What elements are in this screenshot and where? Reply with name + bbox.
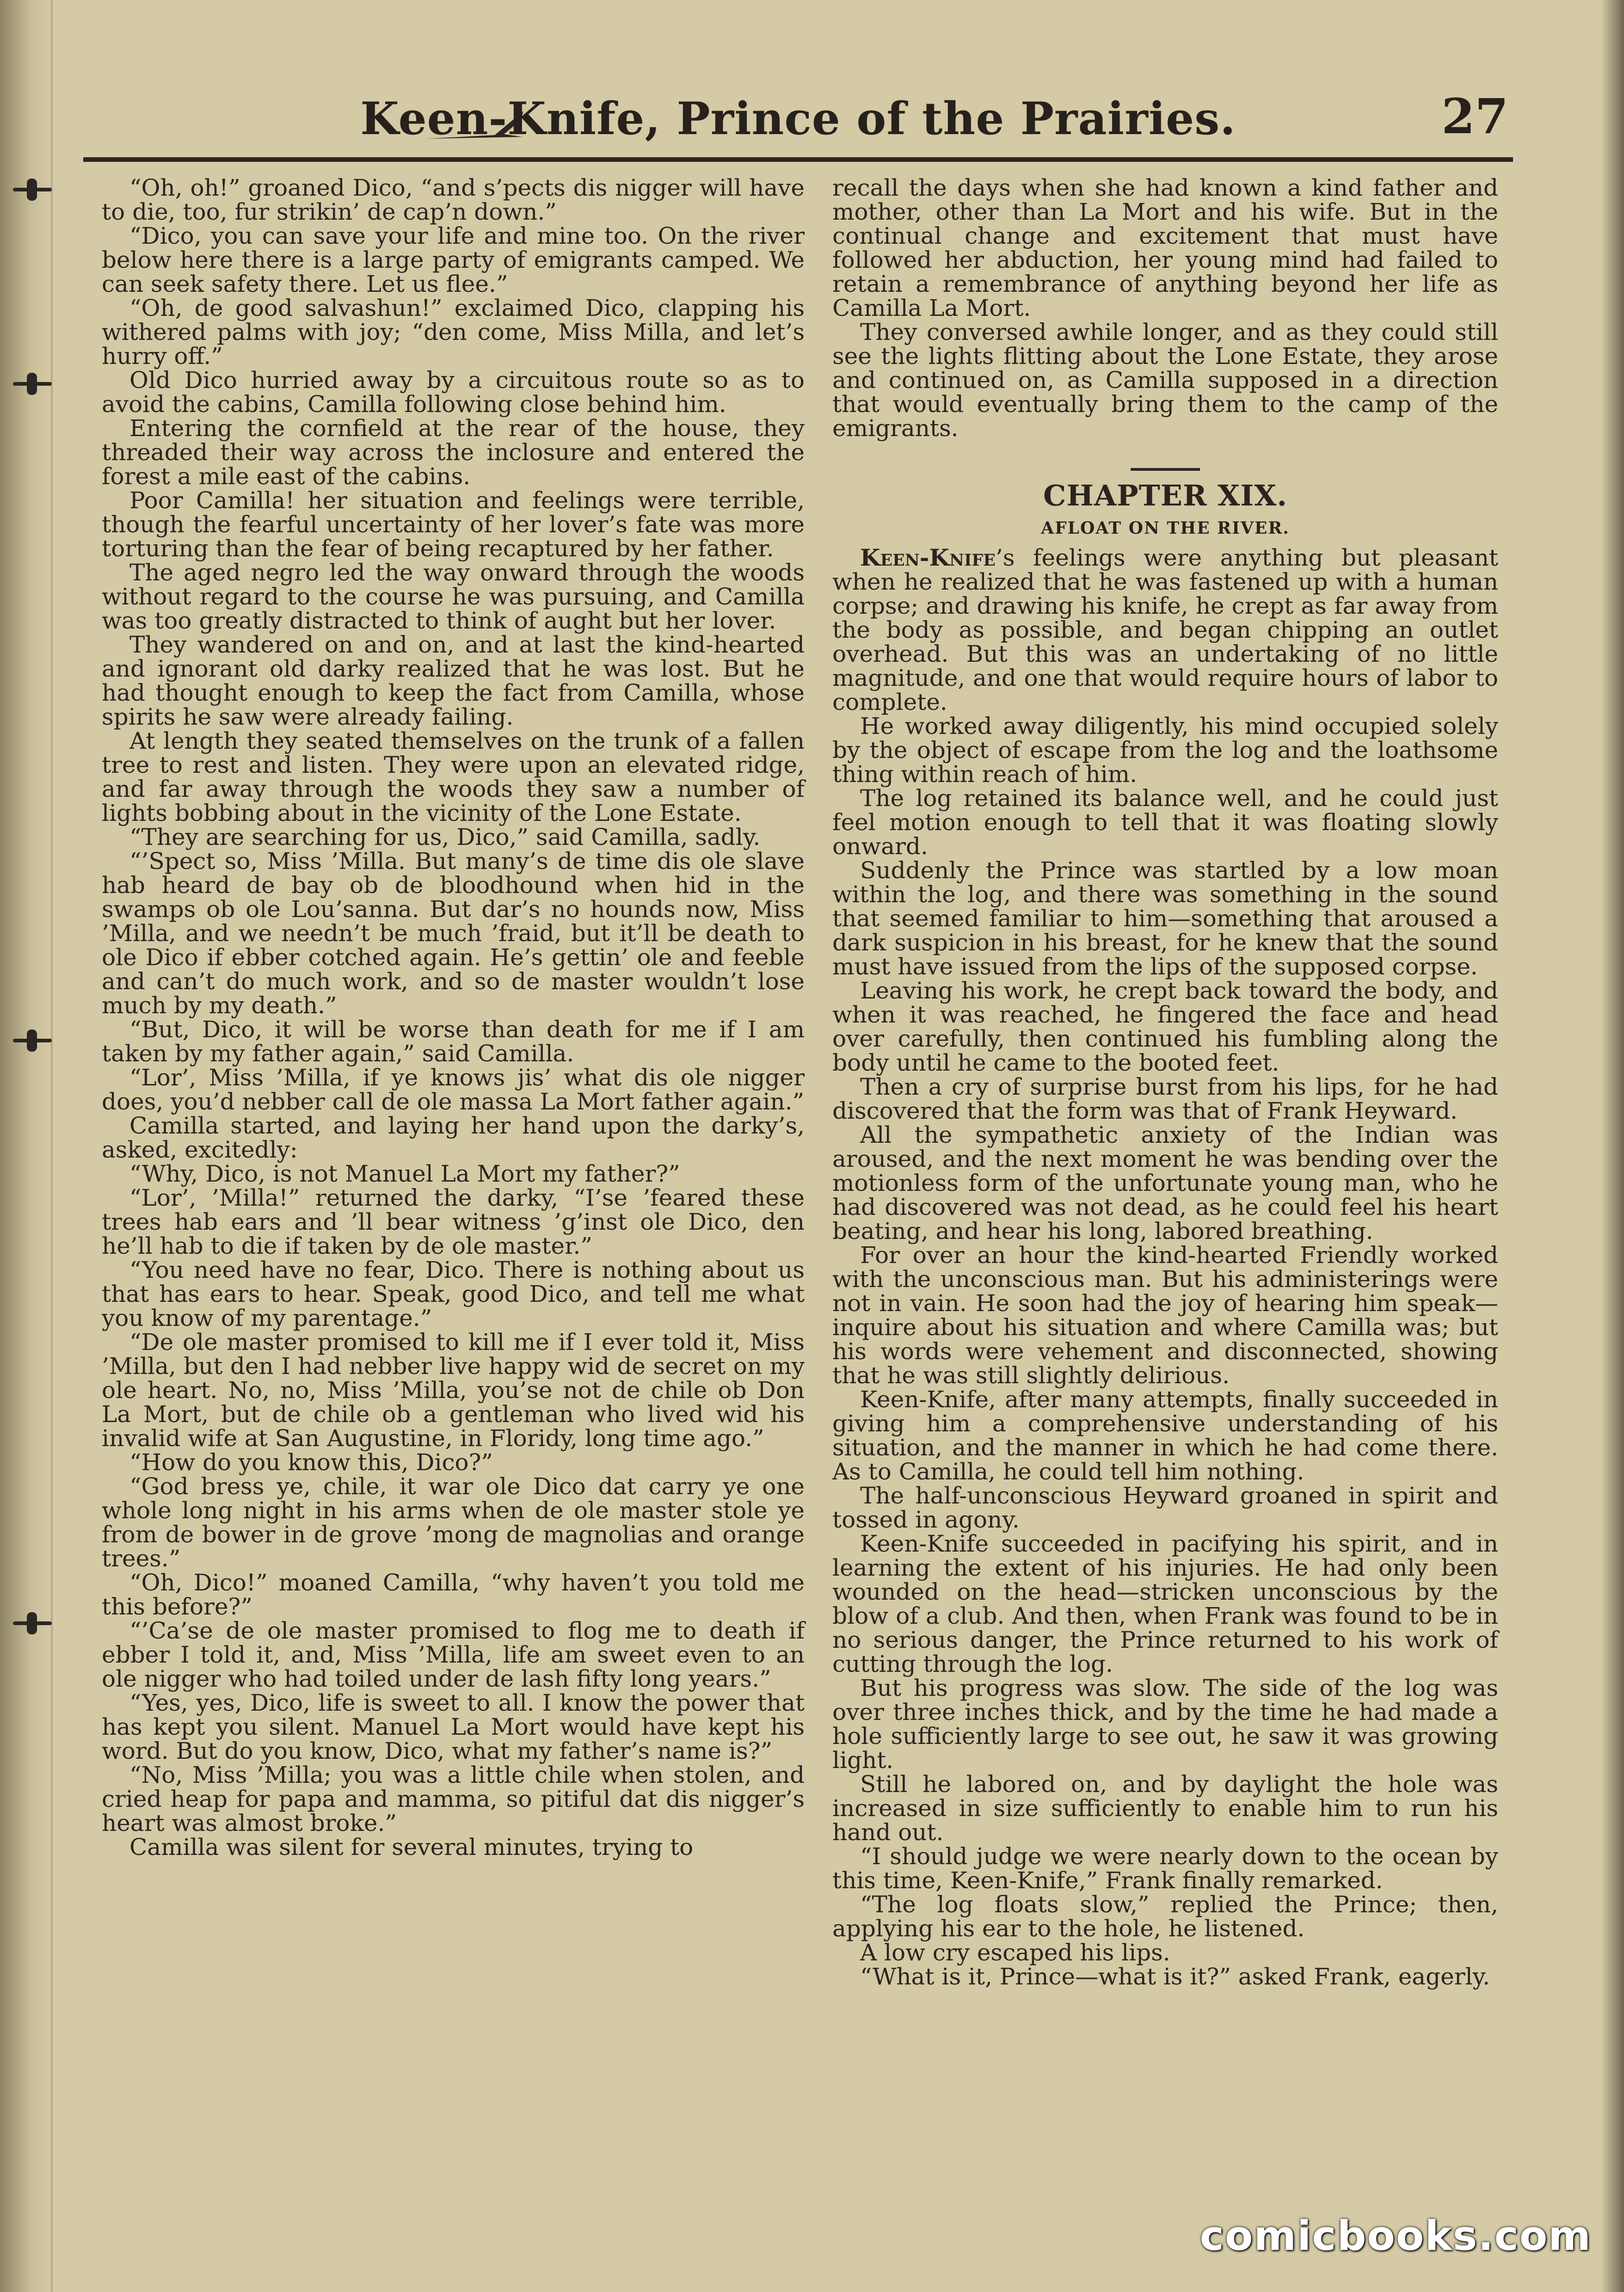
source-watermark: comicbooks.com [1200, 2212, 1592, 2260]
section-divider [1131, 468, 1200, 471]
binding-stitch [13, 1036, 52, 1045]
page-number: 27 [1441, 88, 1508, 145]
paragraph: At length they seated themselves on the trunk of a fallen tree to rest and listen. They were upon an elevated ridge, and far away through the woods they saw a number of lights bobbing about in the vicinity of the Lone Estate. [102, 727, 805, 826]
paragraph: “The log floats slow,” replied the Prince; then, applying his ear to the hole, he listened. [832, 1891, 1498, 1942]
paragraph: “Yes, yes, Dico, life is sweet to all. I know the power that has kept you silent. Manuel La Mort would have kept his word. But do you know, Dico, what my father’s name is?” [102, 1689, 805, 1764]
paragraph: For over an hour the kind-hearted Friendly worked with the unconscious man. But his administerings were not in vain. He soon had the joy of hearing him speak—inquire about his situation and where Camilla was; but his words were vehement and disconnected, showing that he was still slightly delirious. [832, 1242, 1498, 1389]
paragraph: The aged negro led the way onward through the woods without regard to the course he was pursuing, and Camilla was too greatly distracted to think of aught but her lover. [102, 559, 805, 634]
paragraph [832, 546, 1498, 714]
paragraph: Camilla was silent for several minutes, trying to [129, 1834, 694, 1861]
paragraph: “They are searching for us, Dico,” said Camilla, sadly. [129, 824, 761, 850]
paragraph: Leaving his work, he crept back toward the body, and when it was reached, he fingered the face and head over carefully, then continued his fumbling along the body until he came to the booted feet. [832, 977, 1498, 1076]
binding-stitch [13, 379, 52, 388]
paragraph: They wandered on and on, and at last the kind-hearted and ignorant old darky realized that he was lost. But he had thought enough to keep the fact from Camilla, whose spirits he saw were already failing. [102, 631, 805, 730]
paragraph: “Oh, Dico!” moaned Camilla, “why haven’t you told me this before?” [102, 1569, 805, 1620]
paragraph: All the sympathetic anxiety of the Indian was aroused, and the next moment he was bending over the motionless form of the unfortunate young man, who he had discovered was not dead, as he could feel his heart beating, and hear his long, labored breathing. [832, 1121, 1498, 1245]
paragraph: “’Ca’se de ole master promised to flog me to death if ebber I told it, and, Miss ’Milla, life am sweet even to an ole nigger who had toiled under de lash fifty long years.” [102, 1617, 805, 1692]
paragraph: “God bress ye, chile, it war ole Dico dat carry ye one whole long night in his arms when de ole master stole ye from de bower in de grove ’mong de magnolias and orange trees.” [102, 1473, 805, 1572]
paragraph: But his progress was slow. The side of the log was over three inches thick, and by the time he had made a hole sufficiently large to see out, he saw it was growing light. [832, 1675, 1498, 1774]
paragraph: Still he labored on, and by daylight the hole was increased in size sufficiently to enable him to run his hand out. [832, 1771, 1498, 1846]
paragraph: “Lor’, Miss ’Milla, if ye knows jis’ what dis ole nigger does, you’d nebber call de ole massa La Mort father again.” [102, 1064, 805, 1115]
paragraph: Entering the cornfield at the rear of the house, they threaded their way across the inclosure and entered the forest a mile east of the cabins. [102, 415, 805, 490]
paragraph: He worked away diligently, his mind occupied solely by the object of escape from the log and the loathsome thing within reach of him. [832, 713, 1498, 788]
page-edge-shadow [1601, 0, 1624, 2292]
binding-stitch [13, 185, 52, 194]
paragraph: A low cry escaped his lips. [860, 1939, 1170, 1966]
paragraph: “No, Miss ’Milla; you was a little chile when stolen, and cried heap for papa and mamma, so pitiful dat dis nigger’s heart was almost broke.” [102, 1762, 805, 1836]
chapter-subtitle: AFLOAT ON THE RIVER. [1041, 518, 1290, 538]
paragraph: “Why, Dico, is not Manuel La Mort my father?” [129, 1160, 680, 1187]
binding-gutter [0, 0, 53, 2292]
paragraph: “But, Dico, it will be worse than death for me if I am taken by my father again,” said Camilla. [102, 1016, 805, 1067]
paragraph: “What is it, Prince—what is it?” asked Frank, eagerly. [860, 1963, 1490, 1990]
left-column [102, 176, 805, 1859]
paragraph-text: ’s feelings were anything but pleasant when he realized that he was fastened up with a human corpse; and drawing his knife, he crept as far away from the body as possible, and began chipping an outlet overhead. But this was an undertaking of no little magnitude, and one that would require hours of labor to complete. [832, 544, 1498, 715]
paragraph: Camilla started, and laying her hand upon the darky’s, asked, excitedly: [102, 1112, 805, 1163]
paragraph: Poor Camilla! her situation and feelings were terrible, though the fearful uncertainty of her lover’s fate was more torturing than the fear of being recaptured by her father. [102, 487, 805, 562]
paragraph: recall the days when she had known a kind father and mother, other than La Mort and his wife. But in the continual change and excitement that must have followed her abduction, her young mind had failed to retain a remembrance of anything beyond her life as Camilla La Mort. [832, 174, 1498, 321]
page-header [83, 65, 1513, 162]
paragraph: Keen-Knife succeeded in pacifying his spirit, and in learning the extent of his injuries. He had only been wounded on the head—stricken unconscious by the blow of a club. And then, when Frank was found to be in no serious danger, the Prince returned to his work of cutting through the log. [832, 1530, 1498, 1677]
paragraph: “You need have no fear, Dico. There is nothing about us that has ears to hear. Speak, good Dico, and tell me what you know of my parentage.” [102, 1257, 805, 1331]
paragraph: Then a cry of surprise burst from his lips, for he had discovered that the form was that of Frank Heyward. [832, 1073, 1498, 1124]
paragraph: “Oh, de good salvashun!” exclaimed Dico, clapping his withered palms with joy; “den come, Miss Milla, and let’s hurry off.” [102, 295, 805, 370]
paragraph: “Lor’, ’Milla!” returned the darky, “I’se ’feared these trees hab ears and ’ll bear witness ’g’inst ole Dico, den he’ll hab to die if taken by de ole master.” [102, 1184, 805, 1259]
running-title: Keen-Knife, Prince of the Prairies. [360, 92, 1236, 145]
paragraph: “’Spect so, Miss ’Milla. But many’s de time dis ole slave hab heard de bay ob de bloodhound when hid in the swamps ob ole Lou’sanna. But dar’s no hounds now, Miss ’Milla, and we needn’t be much ’fraid, but it’ll be death to ole Dico if ebber cotched again. He’s gettin’ ole and feeble and can’t do much work, and so de master wouldn’t lose much by my death.” [102, 848, 805, 1019]
right-column [832, 176, 1498, 1989]
paragraph: “I should judge we were nearly down to the ocean by this time, Keen-Knife,” Frank finally remarked. [832, 1843, 1498, 1894]
paragraph: “De ole master promised to kill me if I ever told it, Miss ’Milla, but den I had nebber live happy wid de secret on my ole heart. No, no, Miss ’Milla, you’se not de chile ob Don La Mort, but de chile ob a gentleman who lived wid his invalid wife at San Augustine, in Floridy, long time ago.” [102, 1329, 805, 1452]
paragraph: They conversed awhile longer, and as they could still see the lights flitting about the Lone Estate, they arose and continued on, as Camilla supposed in a direction that would eventually bring them to the camp of the emigrants. [832, 319, 1498, 442]
paragraph: “Dico, you can save your life and mine too. On the river below here there is a large party of emigrants camped. We can seek safety there. Let us flee.” [102, 222, 805, 297]
paragraph: The log retained its balance well, and he could just feel motion enough to tell that it was floating slowly onward. [832, 785, 1498, 860]
paragraph: “How do you know this, Dico?” [129, 1449, 493, 1476]
paragraph: The half-unconscious Heyward groaned in spirit and tossed in agony. [832, 1482, 1498, 1533]
paragraph: Suddenly the Prince was startled by a low moan within the log, and there was something in the sound that seemed familiar to him—something that aroused a dark suspicion in his breast, for he knew that the sound must have issued from the lips of the supposed corpse. [832, 857, 1498, 980]
binding-stitch [13, 1619, 52, 1628]
paragraph: Old Dico hurried away by a circuitous route so as to avoid the cabins, Camilla following close behind him. [102, 367, 805, 418]
paragraph: “Oh, oh!” groaned Dico, “and s’pects dis nigger will have to die, too, fur strikin’ de cap’n down.” [102, 174, 805, 225]
chapter-lead-word: Keen-Knife [860, 544, 996, 571]
chapter-title: CHAPTER XIX. [1043, 479, 1287, 512]
paragraph: Keen-Knife, after many attempts, finally succeeded in giving him a comprehensive understanding of his situation, and the manner in which he had come there. As to Camilla, he could tell him nothing. [832, 1386, 1498, 1485]
